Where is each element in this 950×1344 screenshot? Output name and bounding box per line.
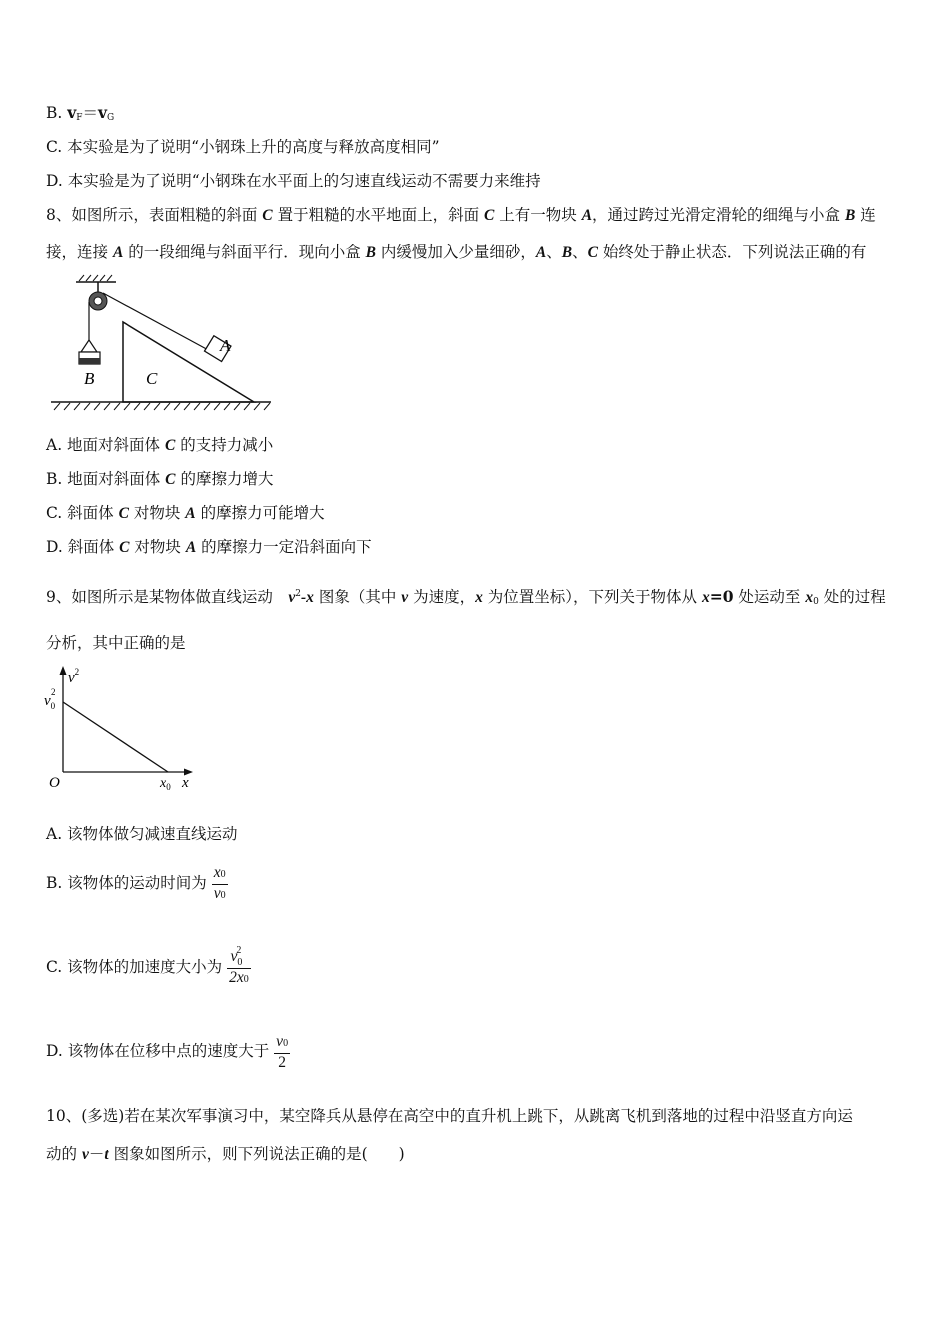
q8-l1-t4: 上有一物块 — [494, 206, 582, 224]
q9-d-fraction — [274, 1033, 290, 1072]
q8-c-t1: C — [118, 505, 129, 522]
q9-b-den: v0 — [213, 884, 226, 902]
q9-c-text: C. 该物体的加速度大小为 — [46, 958, 228, 976]
q10-stem-line1: 10、(多选)若在某次军事演习中，某空降兵从悬停在高空中的直升机上跳下，从跳离飞机到落地的过程中沿竖直方向运 — [46, 1107, 853, 1125]
label-c: C — [146, 369, 158, 388]
box-b-handle — [81, 340, 97, 352]
q8-l1-t5: A — [581, 207, 593, 224]
y-axis-label: $v^2$ — [68, 667, 80, 686]
q8-b-t1: C — [165, 471, 176, 488]
q8-l2-t1: A — [112, 244, 124, 261]
q8-l2-t10: 始终处于静止状态．下列说法正确的有 — [597, 243, 867, 261]
q9-v2-x-graph — [38, 660, 198, 795]
q8-d-t2: 对物块 — [129, 538, 186, 556]
q7-option-c: C. 本实验是为了说明“小钢珠上升的高度与释放高度相同” — [46, 138, 440, 156]
y0-sup: 2 — [51, 687, 56, 697]
q9-l1-t13: 0 — [813, 597, 819, 608]
q8-c-t0: C. 斜面体 — [46, 504, 119, 522]
q8-a-t1: C — [164, 437, 176, 454]
q8-c-t2: 对物块 — [128, 504, 186, 522]
q8-l1-t2: 置于粗糙的水平地面上，斜面 — [272, 206, 484, 224]
q10-l2-t4: 图象如图所示，则下列说法正确的是( ) — [108, 1145, 405, 1163]
q9-l1-t12: x — [805, 589, 814, 607]
x0-label: $x_0$ — [160, 776, 171, 792]
q8-l2-t5: A — [535, 244, 547, 261]
q10-l2-t1: v — [81, 1146, 89, 1163]
q9-c-fraction — [227, 944, 251, 989]
q8-option-a — [46, 435, 273, 456]
q8-l2-t6: 、 — [546, 243, 562, 261]
q8-l1-t6: ，通过跨过光滑定滑轮的细绳与小盒 — [592, 206, 845, 224]
q9-l1-t2: 2 — [295, 589, 301, 599]
q9-option-c — [46, 942, 251, 992]
q8-d-t1: C — [119, 539, 130, 556]
q10-l2-t3: t — [104, 1146, 109, 1163]
q9-d-num: v0 — [274, 1033, 290, 1054]
y-axis-arrow — [60, 666, 67, 675]
q8-incline-figure — [46, 272, 276, 417]
q7-option-b-eq: ＝ — [82, 104, 99, 122]
q8-l2-t2: 的一段细绳与斜面平行．现向小盒 — [123, 243, 366, 261]
q8-option-b — [46, 469, 273, 490]
q8-d-t4: 的摩擦力一定沿斜面向下 — [196, 538, 372, 556]
q8-a-t0: A. 地面对斜面体 — [46, 436, 165, 454]
q8-l1-t0: 8、如图所示，表面粗糙的斜面 — [46, 206, 263, 224]
q8-l2-t8: 、 — [572, 243, 588, 261]
q10-l2-t0: 动的 — [46, 1145, 82, 1163]
q9-stem-line2: 分析，其中正确的是 — [46, 634, 186, 652]
origin-label: O — [49, 775, 60, 791]
q7-option-b-prefix: B. — [46, 104, 68, 122]
q7-option-b-v1: v — [67, 103, 77, 122]
q9-option-d — [46, 1028, 290, 1074]
y0-label: $v_0$ — [44, 693, 56, 711]
label-a: A — [220, 336, 231, 355]
q8-l2-t9: C — [587, 244, 598, 261]
q9-l1-t10: =0 — [709, 587, 734, 607]
v2-x-line — [63, 702, 168, 772]
q8-l1-t1: C — [262, 207, 273, 224]
q9-b-fraction — [212, 864, 228, 905]
q7-option-b-sub2: G — [107, 113, 115, 123]
q7-option-b — [46, 103, 114, 128]
q8-l1-t3: C — [484, 207, 495, 224]
box-b-sand — [79, 358, 100, 364]
q9-l1-t11: 处运动至 — [733, 588, 806, 607]
q8-l2-t7: B — [561, 244, 573, 261]
q7-option-d: D. 本实验是为了说明“小钢珠在水平面上的匀速直线运动不需要力来维持 — [46, 172, 541, 190]
label-b: B — [84, 369, 95, 388]
q8-a-t2: 的支持力减小 — [175, 436, 274, 454]
q8-l2-t3: B — [365, 244, 376, 261]
q8-option-d — [46, 537, 372, 558]
q9-l1-t1: v — [288, 589, 296, 607]
q8-l1-t8: 连 — [855, 206, 876, 224]
q9-option-b — [46, 860, 228, 906]
q8-c-t4: 的摩擦力可能增大 — [195, 504, 325, 522]
q9-b-text: B. 该物体的运动时间为 — [46, 874, 212, 892]
ground-hatch — [54, 403, 270, 410]
q9-l1-t5: v — [401, 589, 409, 607]
q9-c-den: 2x0 — [229, 968, 249, 986]
x-axis-label: x — [182, 775, 189, 791]
q8-l2-t4: 内缓慢加入少量细砂， — [375, 243, 536, 261]
q8-l2-t0: 接，连接 — [46, 243, 113, 261]
q9-l1-t6: 为速度， — [408, 588, 476, 607]
q10-l2-t2: － — [88, 1145, 105, 1163]
q9-l1-t9: x — [701, 589, 710, 607]
ceiling-hatch — [79, 275, 112, 281]
q9-l1-t3: -x — [301, 589, 314, 607]
q8-d-t0: D. 斜面体 — [46, 538, 120, 556]
q8-b-t0: B. 地面对斜面体 — [46, 470, 166, 488]
q9-stem-line1 — [46, 584, 886, 612]
q8-option-c — [46, 503, 325, 524]
incline-c — [123, 322, 254, 402]
q8-c-t3: A — [185, 505, 196, 522]
q9-l1-t14: 处的过程 — [818, 588, 886, 607]
q7-option-b-sub1: F — [76, 113, 83, 123]
q9-b-num: x0 — [212, 864, 228, 885]
q8-stem-line2 — [46, 242, 866, 263]
q9-d-text: D. 该物体在位移中点的速度大于 — [46, 1042, 275, 1060]
q8-d-t3: A — [185, 539, 197, 556]
q8-b-t2: 的摩擦力增大 — [175, 470, 274, 488]
q9-l1-t4: 图象（其中 — [313, 588, 402, 607]
q9-l1-t8: 为位置坐标），下列关于物体从 — [482, 588, 702, 607]
q8-stem-line1 — [46, 205, 876, 226]
pulley-axle — [94, 297, 102, 305]
q9-option-a: A. 该物体做匀减速直线运动 — [46, 825, 238, 843]
q10-stem-line2 — [46, 1144, 405, 1165]
q9-l1-t7: x — [475, 589, 483, 607]
q9-c-num: $v_0^2$ — [227, 948, 251, 969]
q9-d-den: 2 — [278, 1053, 286, 1071]
q9-l1-t0: 9、如图所示是某物体做直线运动 — [46, 588, 289, 607]
q8-l1-t7: B — [844, 207, 856, 224]
q7-option-b-v2: v — [98, 103, 108, 122]
